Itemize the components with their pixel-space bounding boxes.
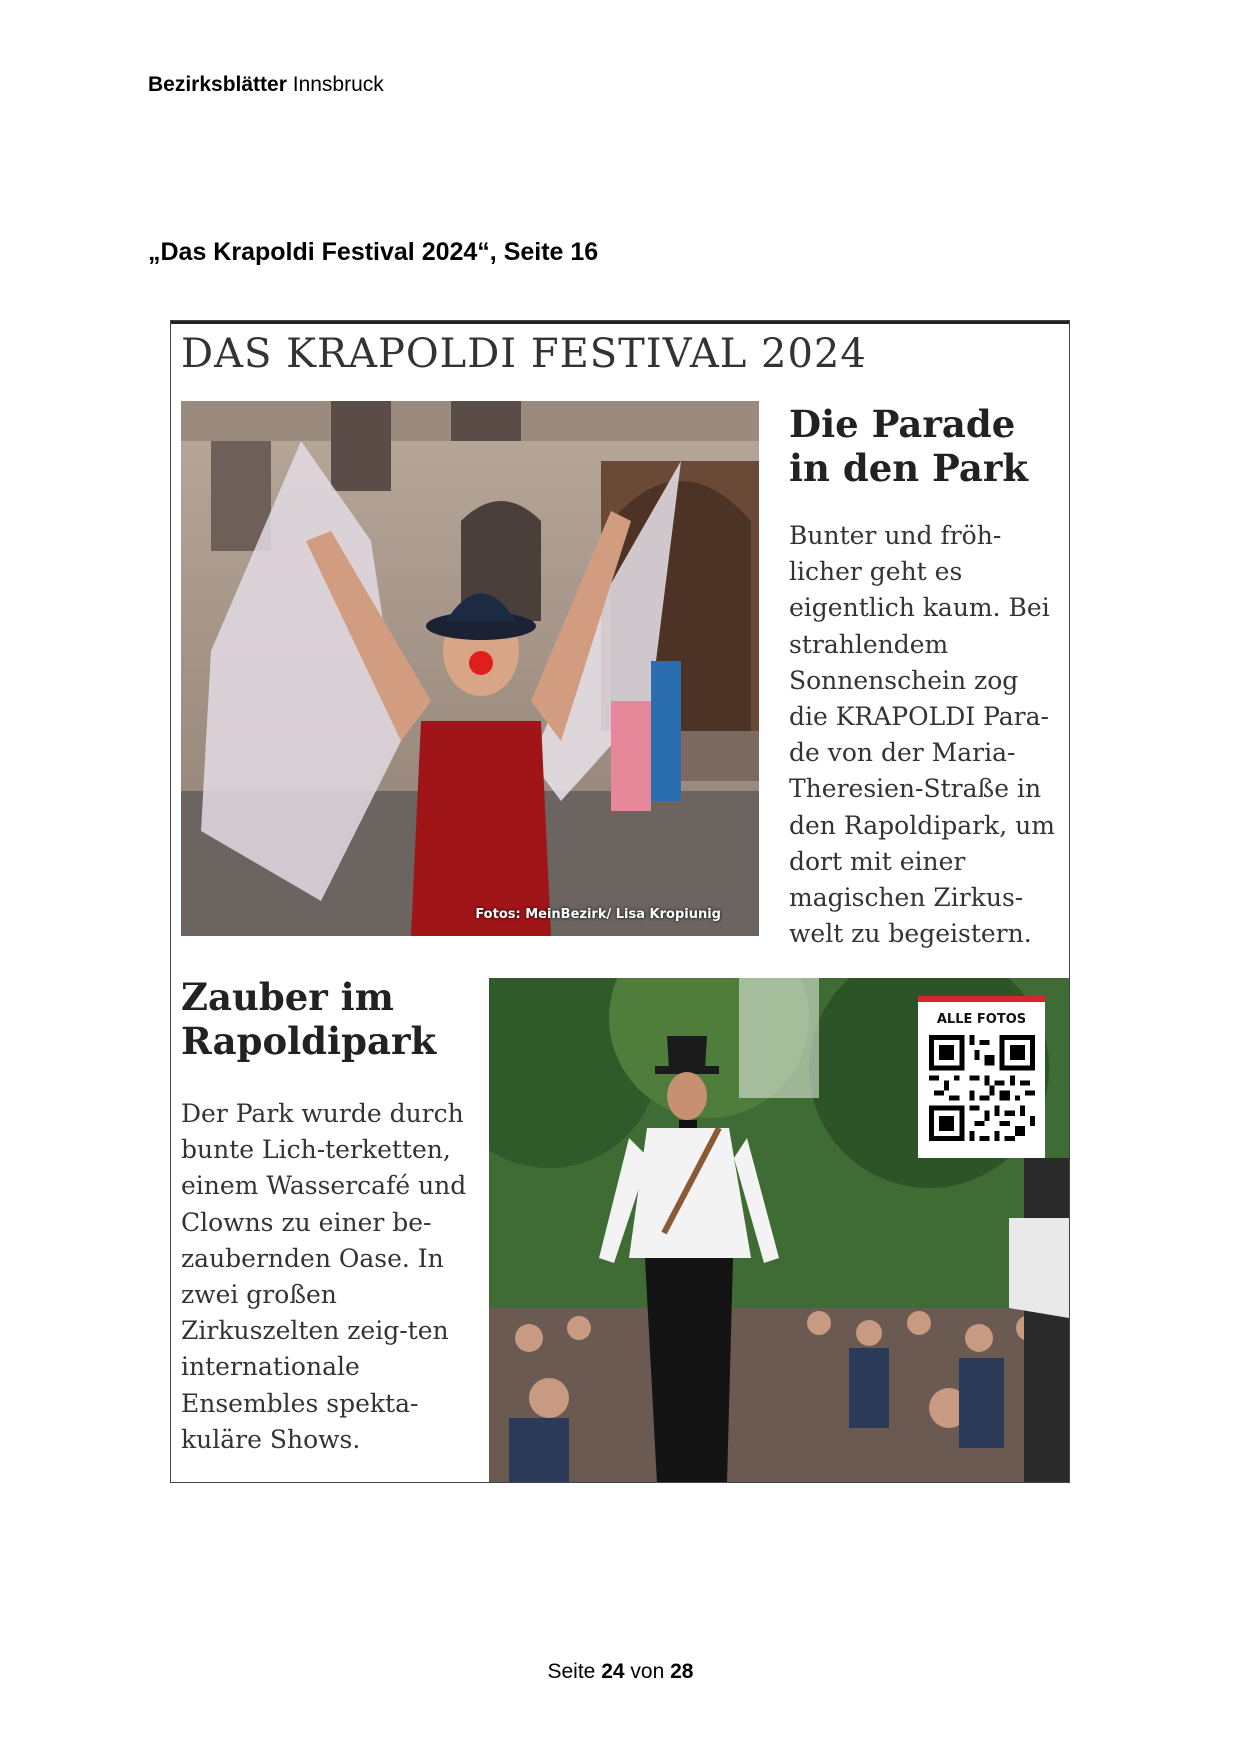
footer-page-number: 24 <box>601 1660 625 1683</box>
article2-body: Der Park wurde durch bunte Lich-terketten, einem Wassercafé und Clowns zu einer be-zaubernden Oase. In zwei großen Zirkuszelten zeig-ten internationale Ensembles spekta-kuläre Shows. <box>181 1099 467 1454</box>
header-brand: Bezirksblätter <box>148 73 287 96</box>
document-title: „Das Krapoldi Festival 2024“, Seite 16 <box>148 238 599 266</box>
newspaper-clipping <box>170 320 1070 1483</box>
footer-middle: von <box>630 1660 665 1683</box>
article1-body: Bunter und fröh-licher geht es eigentlich kaum. Bei strahlendem Sonnenschein zog die KRAPOLDI Para-de von der Maria-Theresien-Straße in den Rapoldipark, um dort mit einer magischen Zirkus-welt zu begeistern. <box>789 521 1055 949</box>
parade-photo <box>181 401 759 936</box>
article1-headline: Die Parade in den Park <box>789 402 1028 490</box>
photo-credit: Fotos: MeinBezirk/ Lisa Kropiunig <box>475 907 721 922</box>
clipping-title: DAS KRAPOLDI FESTIVAL 2024 <box>181 331 867 377</box>
page-footer <box>0 1660 1241 1684</box>
qr-code-icon[interactable] <box>929 1035 1035 1141</box>
footer-page-total: 28 <box>670 1660 694 1683</box>
page-header <box>148 73 384 97</box>
qr-code-box[interactable] <box>918 996 1045 1158</box>
parade-photo-image <box>181 401 759 936</box>
qr-label: ALLE FOTOS <box>936 1012 1027 1027</box>
clipping-top-rule <box>171 321 1069 324</box>
header-region: Innsbruck <box>292 73 384 96</box>
footer-prefix: Seite <box>547 1660 596 1683</box>
article2-headline: Zauber im Rapoldipark <box>181 975 437 1063</box>
